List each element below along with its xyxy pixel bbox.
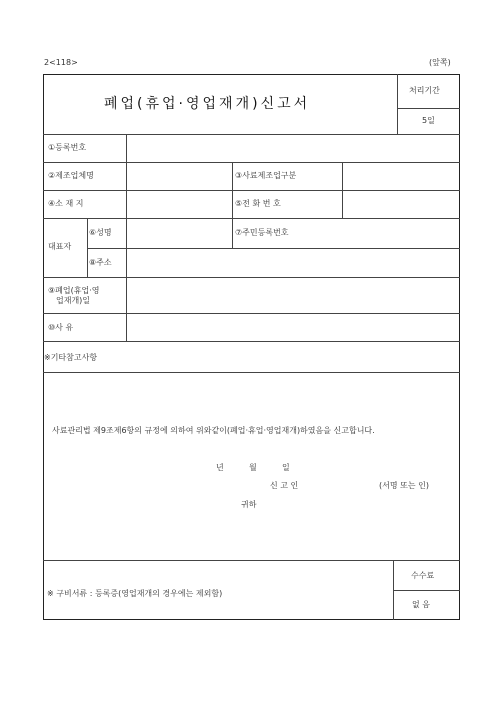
label-feed-category: ③사료제조업구분: [235, 171, 297, 180]
label-closure-date-line1: ⑨폐업(휴업·영: [48, 286, 100, 295]
declaration-day: 일: [282, 463, 290, 472]
rule-fee: [393, 590, 460, 591]
rule-processing: [397, 108, 460, 109]
rule-row8: [43, 372, 460, 373]
declaration-addressee: 귀하: [241, 500, 257, 509]
label-resident-no: ⑦주민등록번호: [235, 228, 289, 237]
declaration-year: 년: [216, 463, 224, 472]
rule-v-processing: [397, 74, 398, 134]
label-address: ④소 재 지: [48, 199, 84, 208]
required-documents: ※ 구비서류 : 등록증(영업재개의 경우에는 제외함): [47, 589, 223, 598]
form-frame: [43, 74, 460, 620]
label-representative: 대표자: [48, 242, 72, 251]
fee-value: 없 음: [412, 600, 430, 609]
label-phone: ⑤전 화 번 호: [235, 199, 281, 208]
label-reason: ⑩사 유: [48, 323, 74, 332]
rule-row1: [43, 162, 460, 163]
rule-row5: [43, 277, 460, 278]
rule-row7: [43, 341, 460, 342]
rule-v-fee: [393, 560, 394, 620]
rule-row3: [43, 218, 460, 219]
rule-v-mid: [232, 162, 233, 248]
rule-v-right: [342, 162, 343, 218]
label-rep-address: ⑧주소: [89, 258, 112, 267]
rule-v-label: [126, 134, 127, 341]
rule-row6: [43, 313, 460, 314]
rule-footer-top: [43, 560, 460, 561]
rule-v-rep: [87, 218, 88, 277]
label-name: ⑥성명: [89, 228, 112, 237]
form-number: 2<118>: [44, 58, 78, 67]
form-title: 폐업(휴업·영업재개)신고서: [104, 96, 311, 112]
label-other-notes: ※기타참고사항: [44, 353, 98, 362]
declaration-applicant: 신 고 인: [270, 481, 299, 490]
side-label: (앞쪽): [429, 58, 451, 67]
rule-title-bottom: [43, 134, 460, 135]
label-manufacturer-name: ②제조업체명: [48, 171, 94, 180]
fee-label: 수수료: [411, 571, 435, 580]
rule-row4: [87, 248, 460, 249]
declaration-month: 월: [249, 463, 257, 472]
declaration-statement: 사료관리법 제9조제6항의 규정에 의하여 위와같이(폐업·휴업·영업재개)하였음을 신고합니다.: [52, 426, 375, 435]
label-registration-no: ①등록번호: [48, 143, 87, 152]
label-closure-date-line2: 업재개)일: [56, 296, 91, 305]
declaration-sign-note: (서명 또는 인): [379, 481, 429, 490]
rule-row2: [43, 190, 460, 191]
processing-period-label: 처리기간: [409, 86, 440, 95]
processing-period-value: 5일: [422, 116, 435, 125]
